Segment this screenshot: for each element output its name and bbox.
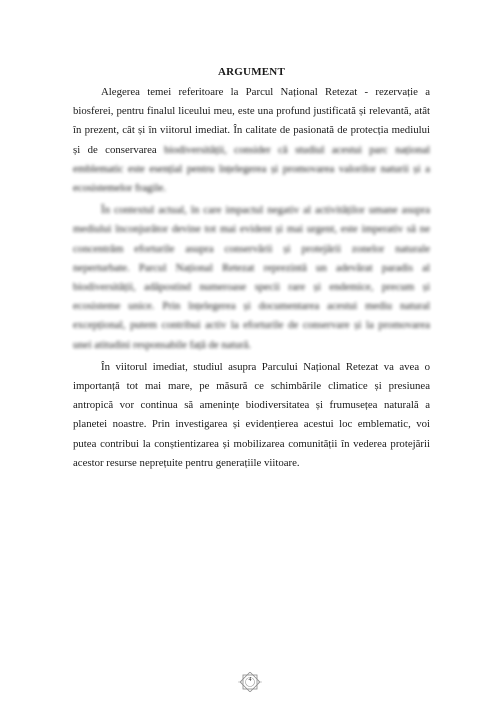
page-number: 4 (248, 677, 252, 683)
paragraph-3-text: În viitorul imediat, studiul asupra Parcului Național Retezat va avea o importanță tot mai mare, pe măsură ce schimbările climatice și presiunea antropică vor continua să amenințe biodiversitatea și frumusețea naturală a planetei noastre. Prin investigarea și evidențierea acestui loc emblematic, voi putea contribui la conștientizarea și mobilizarea comunității în vederea protejării acestor resurse neprețuite pentru generațiile viitoare. (73, 360, 430, 469)
paragraph-1-blurred-tail: biodiversității, consider că studiul acestui parc național emblematic este esențial pentru înțelegerea și promovarea valorilor naturii și a ecosistemelor fragile. (73, 143, 430, 195)
page-title: ARGUMENT (218, 66, 285, 78)
paragraph-2-text: În contextul actual, în care impactul negativ al activităților umane asupra mediului înconjurător devine tot mai evident și mai urgent, este imperativ să ne concentrăm eforturile asupra conservării și protejării zonelor naturale neperturbate. Parcul Național Retezat reprezintă un adevărat paradis al biodiversității, adăpostind numeroase specii rare și endemice, precum și ecosisteme unice. Prin înțelegerea și documentarea acestui mediu natural excepțional, putem contribui activ la eforturile de conservare și la promovarea unei atitudini responsabile față de natură. (73, 204, 430, 351)
paragraph-2 (73, 201, 430, 355)
paragraph-1-text: Alegerea temei referitoare la Parcul Național Retezat - rezervație a biosferei, pentru finalul liceului meu, este una profund justificată și relevantă, atât în prezent, cât și în viitorul imediat. În calitate de pasionată de protecția mediului și de conservarea (73, 86, 430, 156)
page-number-ornament (236, 672, 264, 692)
paragraph-3 (73, 358, 430, 473)
paragraph-1 (73, 83, 430, 198)
page-content (73, 66, 430, 473)
